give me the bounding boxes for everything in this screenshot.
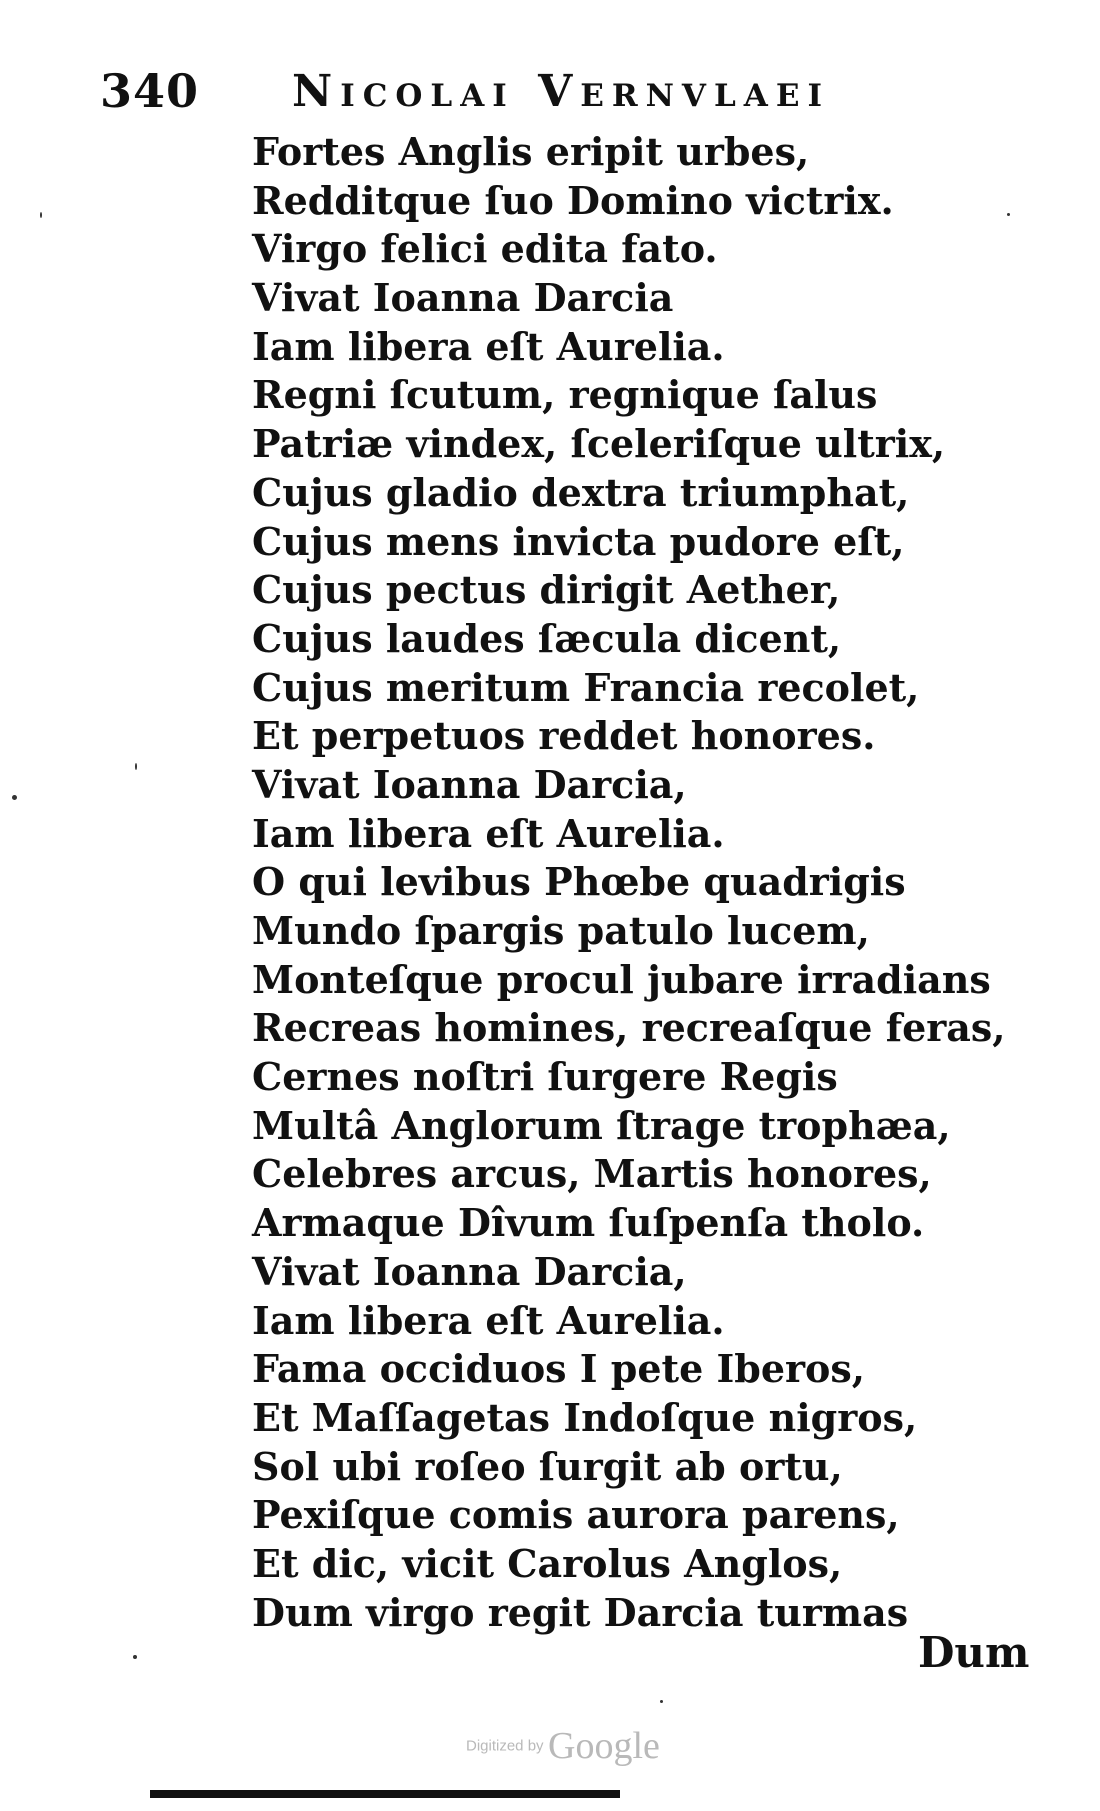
scan-speck [133,1655,137,1659]
verse-line: Vivat Ioanna Darcia, [252,1248,687,1294]
verse-line: Et Maſſagetas Indoſque nigros, [252,1394,918,1440]
verse-line: Regni ſcutum, regnique ſalus [252,372,878,418]
verse-line: Mundo ſpargis patulo lucem, [252,908,870,953]
verse-line: Fortes Anglis eripit urbes, [252,129,810,174]
verse-line: Virgo felici edita fato. [252,226,718,272]
verse-line: Et perpetuos reddet honores. [252,713,876,759]
verse-line: Vivat Ioanna Darcia, [252,761,687,807]
verse-line: Multâ Anglorum ſtrage trophæa, [252,1102,951,1148]
verse-line: Cujus laudes ſæcula dicent, [252,615,842,661]
catchword: Dum [918,1628,1030,1677]
verse-line: Cujus mens invicta pudore eſt, [252,518,905,564]
scan-speck [1007,213,1010,216]
scan-speck [660,1700,663,1703]
verse-line: Iam libera eſt Aurelia. [252,810,725,856]
verse-line: Cernes noſtri ſurgere Regis [252,1054,838,1100]
verse-line: Cujus gladio dextra triumphat, [252,469,910,515]
verse-line: Fama occiduos I pete Iberos, [252,1346,866,1392]
verse-line: O qui levibus Phœbe quadrigis [252,859,906,905]
verse-line: Cujus meritum Francia recolet, [252,664,920,710]
verse-line: Pexiſque comis aurora parens, [252,1492,900,1538]
scan-speck [12,795,17,800]
verse-line: Celebres arcus, Martis honores, [252,1151,932,1197]
watermark-brand: Google [548,1725,660,1767]
verse-line: Iam libera eſt Aurelia. [252,1297,725,1343]
verse-block [252,128,1006,1637]
verse-line: Redditque ſuo Domino victrix. [252,177,894,223]
verse-line: Sol ubi roſeo ſurgit ab ortu, [252,1443,843,1489]
verse-line: Iam libera eſt Aurelia. [252,323,725,369]
verse-line: Et dic, vicit Carolus Anglos, [252,1540,843,1586]
verse-line: Patriæ vindex, ſceleriſque ultrix, [252,421,946,467]
page-edge-rule [150,1790,620,1798]
scan-speck [135,763,137,770]
watermark-prefix: Digitized by [466,1737,544,1755]
verse-line: Recreas homines, recreaſque feras, [252,1005,1006,1051]
verse-line: Cujus pectus dirigit Aether, [252,567,841,613]
verse-line: Dum virgo regit Darcia turmas [252,1589,909,1635]
running-head: Nicolai Vernvlaei [292,66,830,117]
verse-line: Monteſque procul jubare irradians [252,956,991,1002]
digitization-watermark [466,1724,660,1768]
verse-line: Vivat Ioanna Darcia [252,275,674,321]
page-number: 340 [100,64,200,118]
scan-speck [40,212,42,218]
verse-line: Armaque Dîvum ſuſpenſa tholo. [252,1200,925,1246]
